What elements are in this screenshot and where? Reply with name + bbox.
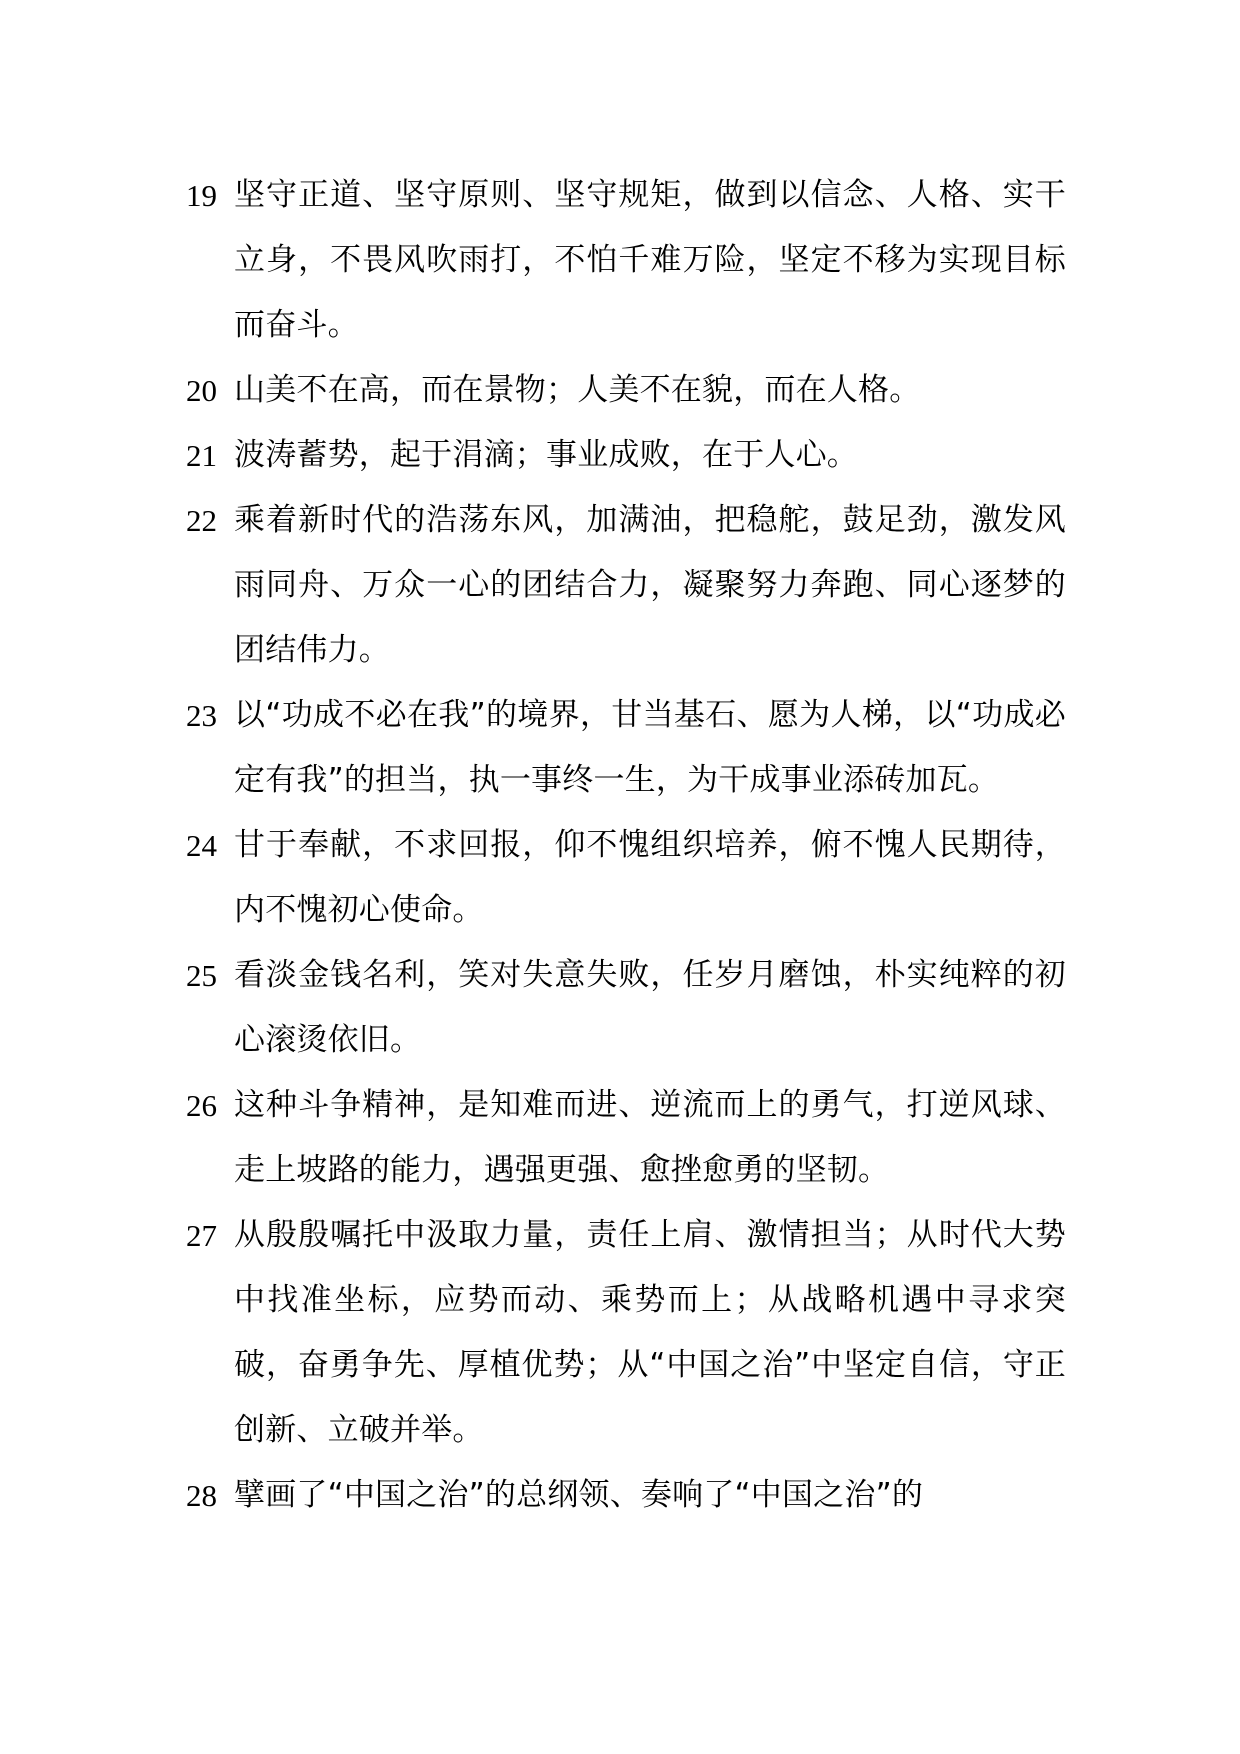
list-item bbox=[186, 813, 1066, 943]
item-number: 26 bbox=[186, 1088, 217, 1123]
list-item bbox=[186, 163, 1066, 358]
item-number: 22 bbox=[186, 503, 217, 538]
list-item bbox=[186, 1073, 1066, 1203]
list-item bbox=[186, 1463, 1066, 1528]
item-number: 25 bbox=[186, 958, 217, 993]
list-item bbox=[186, 423, 1066, 488]
item-number: 20 bbox=[186, 373, 217, 408]
item-text: 以“功成不必在我”的境界，甘当基石、愿为人梯，以“功成必定有我”的担当，执一事终一生，为干成事业添砖加瓦。 bbox=[234, 697, 1066, 798]
list-item bbox=[186, 683, 1066, 813]
list-item bbox=[186, 488, 1066, 683]
item-number: 23 bbox=[186, 698, 217, 733]
item-number: 19 bbox=[186, 178, 217, 213]
list-item bbox=[186, 1203, 1066, 1463]
item-text: 波涛蓄势，起于涓滴；事业成败，在于人心。 bbox=[234, 437, 858, 473]
item-number: 21 bbox=[186, 438, 217, 473]
item-text: 甘于奉献，不求回报，仰不愧组织培养，俯不愧人民期待，内不愧初心使命。 bbox=[234, 827, 1066, 928]
item-text: 看淡金钱名利，笑对失意失败，任岁月磨蚀，朴实纯粹的初心滚烫依旧。 bbox=[234, 957, 1066, 1058]
item-text: 坚守正道、坚守原则、坚守规矩，做到以信念、人格、实干立身，不畏风吹雨打，不怕千难万险，坚定不移为实现目标而奋斗。 bbox=[234, 177, 1066, 343]
item-number: 27 bbox=[186, 1218, 217, 1253]
item-text: 乘着新时代的浩荡东风，加满油，把稳舵，鼓足劲，激发风雨同舟、万众一心的团结合力，凝聚努力奔跑、同心逐梦的团结伟力。 bbox=[234, 502, 1066, 668]
list-item bbox=[186, 943, 1066, 1073]
numbered-list bbox=[186, 163, 1066, 1528]
item-number: 28 bbox=[186, 1478, 217, 1513]
item-text: 擘画了“中国之治”的总纲领、奏响了“中国之治”的 bbox=[234, 1477, 924, 1513]
item-number: 24 bbox=[186, 828, 217, 863]
list-item bbox=[186, 358, 1066, 423]
item-text: 这种斗争精神，是知难而进、逆流而上的勇气，打逆风球、走上坡路的能力，遇强更强、愈挫愈勇的坚韧。 bbox=[234, 1087, 1066, 1188]
item-text: 山美不在高，而在景物；人美不在貌，而在人格。 bbox=[234, 372, 921, 408]
item-text: 从殷殷嘱托中汲取力量，责任上肩、激情担当；从时代大势中找准坐标，应势而动、乘势而上；从战略机遇中寻求突破，奋勇争先、厚植优势；从“中国之治”中坚定自信，守正创新、立破并举。 bbox=[234, 1217, 1066, 1448]
